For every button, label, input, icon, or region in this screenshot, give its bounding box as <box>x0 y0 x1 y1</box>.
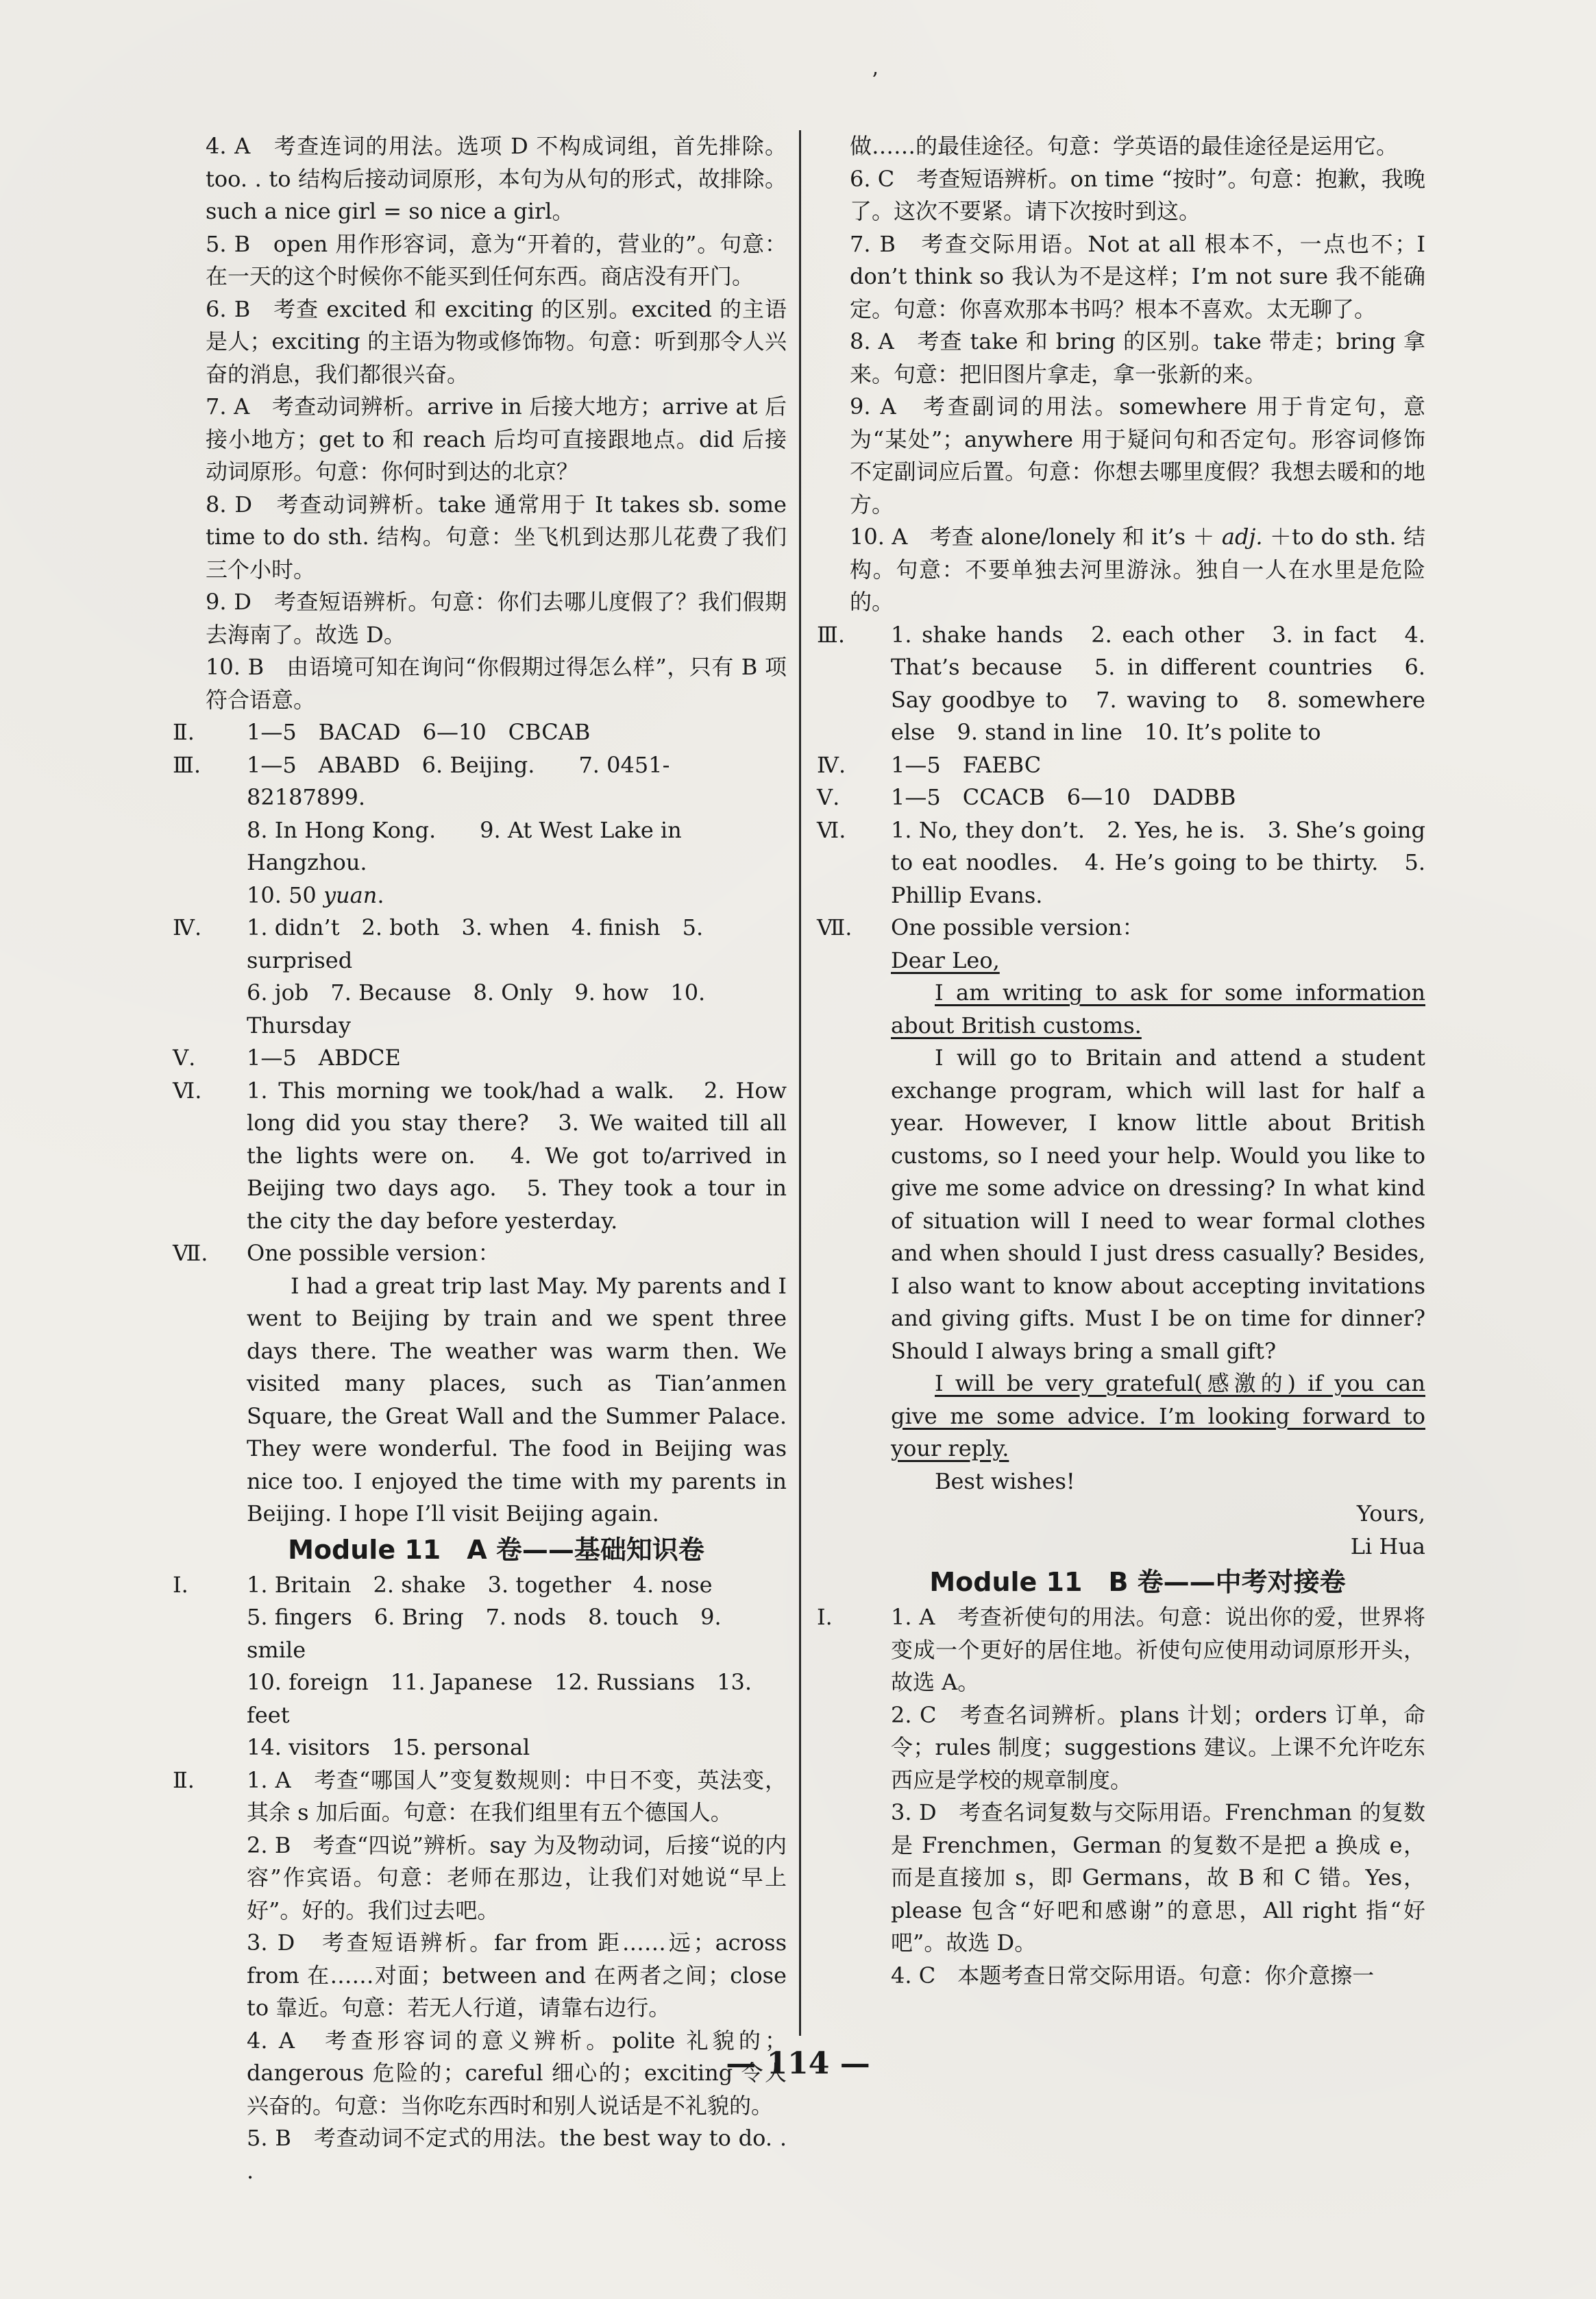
answer-item: 1. A 考查“哪国人”变复数规则：中日不变，英法变，其余 s 加后面。句意：在我们组里有五个德国人。 <box>247 1766 787 1825</box>
section-numeral: Ⅳ. <box>173 914 202 940</box>
answer-item: 3. D 考查短语辨析。far from 距……远；across from 在……对面；between and 在两者之间；close to 靠近。句意：若无人行道，请靠右边行。 <box>247 1930 787 2021</box>
section-line: 5. fingers 6. Bring 7. nods 8. touch 9. smile <box>247 1604 722 1663</box>
section-numeral: Ⅲ. <box>817 621 846 648</box>
answer-text-italic: adj. <box>1221 524 1263 550</box>
section-v <box>173 1042 787 1075</box>
section-numeral: Ⅶ. <box>817 914 852 940</box>
stray-mark: ’ <box>872 69 879 93</box>
module-b-section-i <box>817 1601 1425 1992</box>
letter-sign-off: Best wishes! <box>935 1468 1075 1494</box>
section-numeral: Ⅶ. <box>173 1240 208 1266</box>
section-line <box>247 879 787 912</box>
section-answers: 1—5 FAEBC <box>891 751 1042 778</box>
section-vii <box>817 912 1425 1563</box>
answer-item: 6. C 考查短语辨析。on time “按时”。句意：抱歉，我晚了。这次不要紧。请下次按时到这。 <box>850 165 1425 224</box>
section-vii <box>173 1237 787 1531</box>
section-answers: 1—5 ABDCE <box>247 1045 401 1071</box>
section-answers: 1—5 BACAD 6—10 CBCAB <box>247 719 591 745</box>
module-a-section-i <box>173 1569 787 1764</box>
section-numeral: Ⅰ. <box>817 1604 833 1630</box>
module-a-heading: Module 11 A 卷——基础知识卷 <box>288 1534 704 1565</box>
section-line: 1. Britain 2. shake 3. together 4. nose <box>247 1571 713 1598</box>
answer-item: 2. B 考查“四说”辨析。say 为及物动词，后接“说的内容”作宾语。句意：老师在那边，让我们对她说“早上好”。好的。我们过去吧。 <box>247 1832 787 1923</box>
section-vi <box>173 1075 787 1238</box>
letter-body: I will go to Britain and attend a student exchange program, which will last for half a year. However, I know little about British customs, so I need your help. Would you like to give me some advice on dressing? In what kind of situation will I need to wear formal clothes and when should I just dress casually? Besides, I also want to know about accepting invitations and giving gifts. Must I be on time for dinner? Should I always bring a small gift? <box>891 1045 1425 1364</box>
section-numeral: Ⅰ. <box>173 1571 188 1598</box>
essay-heading: One possible version： <box>247 1240 500 1266</box>
section-answers: 1—5 CCACB 6—10 DADBB <box>891 784 1236 810</box>
section-line: 6. job 7. Because 8. Only 9. how 10. Thursday <box>247 980 706 1038</box>
letter-opening: I am writing to ask for some information about British customs. <box>891 980 1425 1038</box>
answer-item: 8. D 考查动词辨析。take 通常用于 It takes sb. some time to do sth. 结构。句意：坐飞机到达那儿花费了我们三个小时。 <box>206 491 787 583</box>
answer-item: 5. B 考查动词不定式的用法。the best way to do. . . <box>247 2125 787 2184</box>
answer-item: 4. A 考查连词的用法。选项 D 不构成词组，首先排除。too. . to 结构后接动词原形，本句为从句的形式，故排除。such a nice girl = so nice a girl。 <box>206 133 787 224</box>
section-line: 1. didn’t 2. both 3. when 4. finish 5. surprised <box>247 914 704 973</box>
section-line: 1—5 ABABD 6. Beijing. 7. 0451-82187899. <box>247 751 670 810</box>
answer-item: 8. A 考查 take 和 bring 的区别。take 带走；bring 拿来。句意：把旧图片拿走，拿一张新的来。 <box>850 328 1425 387</box>
page-number: — 114 — <box>726 2046 870 2081</box>
answer-text-italic: yuan <box>323 881 378 908</box>
answer-item: 2. C 考查名词辨析。plans 计划；orders 订单，命令；rules 制度；suggestions 建议。上课不允许吃东西应是学校的规章制度。 <box>891 1701 1425 1793</box>
section-line: 14. visitors 15. personal <box>247 1734 530 1760</box>
section-numeral: Ⅱ. <box>173 1766 195 1793</box>
section-numeral: Ⅲ. <box>173 751 201 778</box>
answer-item: 9. A 考查副词的用法。somewhere 用于肯定句，意为“某处”；anywhere 用于疑问句和否定句。形容词修饰不定副词应后置。句意：你想去哪里度假？我想去暖和的地方。 <box>850 393 1425 518</box>
answer-text: 10. 50 <box>247 881 323 908</box>
section-v <box>817 781 1425 814</box>
section-numeral: Ⅴ. <box>173 1045 196 1071</box>
section-numeral: Ⅳ. <box>817 751 846 778</box>
section-answers: 1. No, they don’t. 2. Yes, he is. 3. She’s going to eat noodles. 4. He’s going to be thirty. 5. Phillip Evans. <box>891 816 1425 908</box>
section-iv <box>817 749 1425 782</box>
answer-continuation: 做……的最佳途径。句意：学英语的最佳途径是运用它。 <box>850 133 1399 159</box>
section-vi <box>817 814 1425 912</box>
answer-item: 7. B 考查交际用语。Not at all 根本不，一点也不；I don’t think so 我认为不是这样；I’m not sure 我不能确定。句意：你喜欢那本书吗？根本不喜欢。太无聊了。 <box>850 230 1425 322</box>
answer-text: 10. A 考查 alone/lonely 和 it’s ＋ <box>850 524 1215 550</box>
section-iii <box>817 619 1425 749</box>
answer-item: 6. B 考查 excited 和 exciting 的区别。excited 的主语是人；exciting 的主语为物或修饰物。句意：听到那令人兴奋的消息，我们都很兴奋。 <box>206 295 787 387</box>
module-b-heading: Module 11 B 卷——中考对接卷 <box>929 1567 1346 1597</box>
answer-item: 3. D 考查名词复数与交际用语。Frenchman 的复数是 Frenchmen，German 的复数不是把 a 换成 e，而是直接加 s，即 Germans，故 B 和 C 错。Yes，please 包含“好吧和感谢”的意思，All right 指“好吧”。故选 D。 <box>891 1799 1425 1956</box>
section-line: 8. In Hong Kong. 9. At West Lake in Hangzhou. <box>247 816 682 875</box>
letter-yours: Yours, <box>1356 1500 1425 1526</box>
column-divider <box>799 130 801 2036</box>
answer-item: 10. B 由语境可知在询问“你假期过得怎么样”，只有 B 项符合语意。 <box>206 654 787 713</box>
left-column <box>173 130 787 2187</box>
right-column <box>817 130 1425 1992</box>
answer-item: 9. D 考查短语辨析。句意：你们去哪儿度假了？我们假期去海南了。故选 D。 <box>206 589 787 648</box>
module-a-section-ii <box>173 1764 787 2188</box>
section-answers: 1. shake hands 2. each other 3. in fact 4. That’s because 5. in different countries 6. Say goodbye to 7. waving to 8. somewhere else 9. stand in line 10. It’s polite to <box>891 621 1425 745</box>
answer-item: 7. A 考查动词辨析。arrive in 后接大地方；arrive at 后接小地方；get to 和 reach 后均可直接跟地点。did 后接动词原形。句意：你何时到达的北京？ <box>206 393 787 485</box>
answer-item <box>850 521 1425 619</box>
answer-item: 4. A 考查形容词的意义辨析。polite 礼貌的；dangerous 危险的；careful 细心的；exciting 令人兴奋的。句意：当你吃东西时和别人说话是不礼貌的。 <box>247 2027 787 2119</box>
answer-text: . <box>377 881 384 908</box>
section-numeral: Ⅵ. <box>173 1077 202 1104</box>
section-ii <box>173 716 787 749</box>
essay-body: I had a great trip last May. My parents and I went to Beijing by train and we spent three days there. The weather was warm then. We visited many places, such as Tian’anmen Square, the Great Wall and the Summer Palace. They were wonderful. The food in Beijing was nice too. I enjoyed the time with my parents in Beijing. I hope I’ll visit Beijing again. <box>247 1272 787 1526</box>
letter-greeting: Dear Leo, <box>891 947 1000 973</box>
section-numeral: Ⅵ. <box>817 816 846 843</box>
section-line: 10. foreign 11. Japanese 12. Russians 13. feet <box>247 1669 752 1728</box>
letter-closing-paragraph: I will be very grateful(感激的) if you can give me some advice. I’m looking forward to your reply. <box>891 1370 1425 1461</box>
section-iv <box>173 912 787 1042</box>
answer-item: 4. C 本题考查日常交际用语。句意：你介意擦一 <box>891 1962 1375 1988</box>
letter-signature: Li Hua <box>1350 1533 1425 1559</box>
letter-heading: One possible version： <box>891 914 1144 940</box>
answer-item: 1. A 考查祈使句的用法。句意：说出你的爱，世界将变成一个更好的居住地。祈使句应使用动词原形开头，故选 A。 <box>891 1604 1425 1695</box>
section-answers: 1. This morning we took/had a walk. 2. How long did you stay there? 3. We waited till all the lights were on. 4. We got to/arrived in Beijing two days ago. 5. They took a tour in the city the day before yesterday. <box>247 1077 787 1234</box>
answer-item: 5. B open 用作形容词，意为“开着的，营业的”。句意：在一天的这个时候你不能买到任何东西。商店没有开门。 <box>206 230 787 289</box>
answer-text: ＋to do sth. 结构。句意：不要单独去河里游泳。独自一人在水里是危险的。 <box>850 524 1425 615</box>
section-numeral: Ⅴ. <box>817 784 840 810</box>
section-iii <box>173 749 787 912</box>
section-numeral: Ⅱ. <box>173 719 195 745</box>
